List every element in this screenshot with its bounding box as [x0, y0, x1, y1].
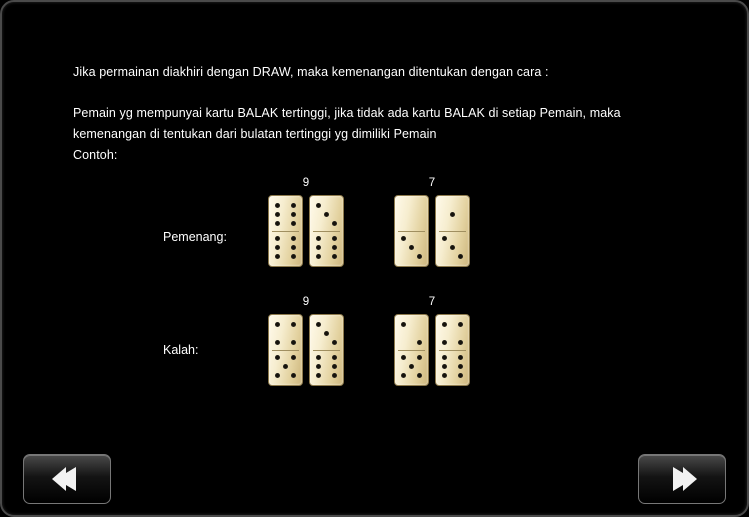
domino-tile — [268, 314, 303, 386]
domino-pips — [315, 353, 338, 381]
domino-pip — [275, 221, 280, 226]
domino-pip — [324, 331, 329, 336]
domino-pip — [401, 373, 406, 378]
domino-pair-winner-2 — [394, 177, 470, 267]
domino-pair-loser-2 — [394, 296, 470, 386]
domino-pip — [316, 322, 321, 327]
domino-pip — [316, 203, 321, 208]
domino-pips — [274, 201, 297, 229]
domino-pips — [400, 320, 423, 348]
domino-half-bottom — [272, 351, 299, 383]
domino-half-bottom — [439, 351, 466, 383]
domino-half-top — [272, 318, 299, 351]
domino-half-top — [313, 199, 340, 232]
domino-tile — [435, 314, 470, 386]
domino-pip — [291, 212, 296, 217]
domino-pips — [274, 320, 297, 348]
domino-pip — [324, 212, 329, 217]
domino-pip — [442, 236, 447, 241]
domino-pip — [442, 340, 447, 345]
domino-half-bottom — [398, 232, 425, 264]
domino-half-bottom — [398, 351, 425, 383]
domino-pip — [291, 221, 296, 226]
pair-value-label: 9 — [302, 177, 310, 189]
domino-pips — [441, 320, 464, 348]
domino-pip — [291, 322, 296, 327]
draw-rule-intro-text: Jika permainan diakhiri dengan DRAW, maka kemenangan ditentukan dengan cara : — [73, 65, 549, 79]
domino-half-bottom — [313, 232, 340, 264]
domino-half-top — [439, 318, 466, 351]
pair-dominoes — [268, 314, 344, 386]
winner-row-label: Pemenang: — [163, 230, 227, 244]
previous-button[interactable] — [23, 454, 111, 504]
domino-pip — [458, 340, 463, 345]
domino-pips — [315, 320, 338, 348]
pair-value-label: 9 — [302, 296, 310, 308]
domino-pip — [275, 322, 280, 327]
pair-dominoes — [268, 195, 344, 267]
domino-pips — [400, 201, 423, 229]
domino-pip — [401, 322, 406, 327]
domino-pip — [316, 254, 321, 259]
domino-pips — [315, 201, 338, 229]
domino-tile — [268, 195, 303, 267]
domino-pips — [274, 353, 297, 381]
domino-pip — [458, 355, 463, 360]
domino-pip — [332, 364, 337, 369]
domino-pip — [442, 322, 447, 327]
domino-pip — [332, 221, 337, 226]
domino-pip — [275, 340, 280, 345]
domino-half-top — [272, 199, 299, 232]
example-label: Contoh: — [73, 148, 118, 162]
domino-tile — [309, 195, 344, 267]
domino-half-bottom — [439, 232, 466, 264]
domino-pip — [291, 340, 296, 345]
domino-pips — [274, 234, 297, 262]
domino-pips — [315, 234, 338, 262]
domino-pip — [275, 203, 280, 208]
domino-pip — [417, 340, 422, 345]
domino-pair-loser-1 — [268, 296, 344, 386]
domino-pip — [291, 245, 296, 250]
domino-tile — [394, 314, 429, 386]
pair-dominoes — [394, 195, 470, 267]
domino-pip — [442, 355, 447, 360]
domino-pip — [332, 355, 337, 360]
domino-pair-winner-1 — [268, 177, 344, 267]
domino-pip — [316, 355, 321, 360]
domino-pip — [316, 364, 321, 369]
domino-pips — [441, 353, 464, 381]
pair-value-label: 7 — [428, 177, 436, 189]
domino-pip — [458, 364, 463, 369]
domino-pip — [332, 236, 337, 241]
domino-pip — [409, 245, 414, 250]
domino-pip — [401, 355, 406, 360]
domino-pip — [275, 236, 280, 241]
domino-pip — [442, 364, 447, 369]
domino-pip — [442, 373, 447, 378]
domino-pip — [316, 245, 321, 250]
domino-pip — [291, 254, 296, 259]
domino-pip — [450, 245, 455, 250]
domino-pips — [400, 234, 423, 262]
domino-pips — [441, 234, 464, 262]
domino-half-top — [398, 199, 425, 232]
loser-row-label: Kalah: — [163, 343, 199, 357]
domino-half-bottom — [313, 351, 340, 383]
pair-dominoes — [394, 314, 470, 386]
domino-pip — [458, 254, 463, 259]
domino-half-top — [439, 199, 466, 232]
domino-pip — [275, 245, 280, 250]
domino-pip — [458, 373, 463, 378]
domino-half-bottom — [272, 232, 299, 264]
domino-pip — [291, 355, 296, 360]
domino-pip — [316, 373, 321, 378]
domino-pip — [291, 373, 296, 378]
domino-pips — [400, 353, 423, 381]
domino-pip — [275, 254, 280, 259]
domino-pip — [291, 236, 296, 241]
domino-pip — [283, 364, 288, 369]
domino-half-top — [313, 318, 340, 351]
pair-value-label: 7 — [428, 296, 436, 308]
domino-pip — [458, 322, 463, 327]
domino-pip — [332, 373, 337, 378]
domino-half-top — [398, 318, 425, 351]
domino-pips — [441, 201, 464, 229]
next-button[interactable] — [638, 454, 726, 504]
domino-pip — [275, 212, 280, 217]
domino-pip — [275, 355, 280, 360]
domino-pip — [332, 254, 337, 259]
domino-pip — [401, 236, 406, 241]
domino-tile — [435, 195, 470, 267]
domino-tile — [309, 314, 344, 386]
domino-pip — [291, 203, 296, 208]
domino-pip — [417, 254, 422, 259]
balak-rule-text: Pemain yg mempunyai kartu BALAK tertinggi, jika tidak ada kartu BALAK di setiap Pemain, maka kemenangan di tentukan dari bulatan tertinggi yg dimiliki Pemain — [73, 106, 621, 141]
domino-pip — [417, 373, 422, 378]
domino-pip — [332, 245, 337, 250]
arrow-left-icon — [50, 465, 84, 493]
domino-tile — [394, 195, 429, 267]
domino-pip — [275, 373, 280, 378]
domino-pip — [316, 236, 321, 241]
arrow-right-icon — [665, 465, 699, 493]
domino-pip — [417, 355, 422, 360]
domino-pip — [332, 340, 337, 345]
domino-pip — [450, 212, 455, 217]
domino-pip — [409, 364, 414, 369]
